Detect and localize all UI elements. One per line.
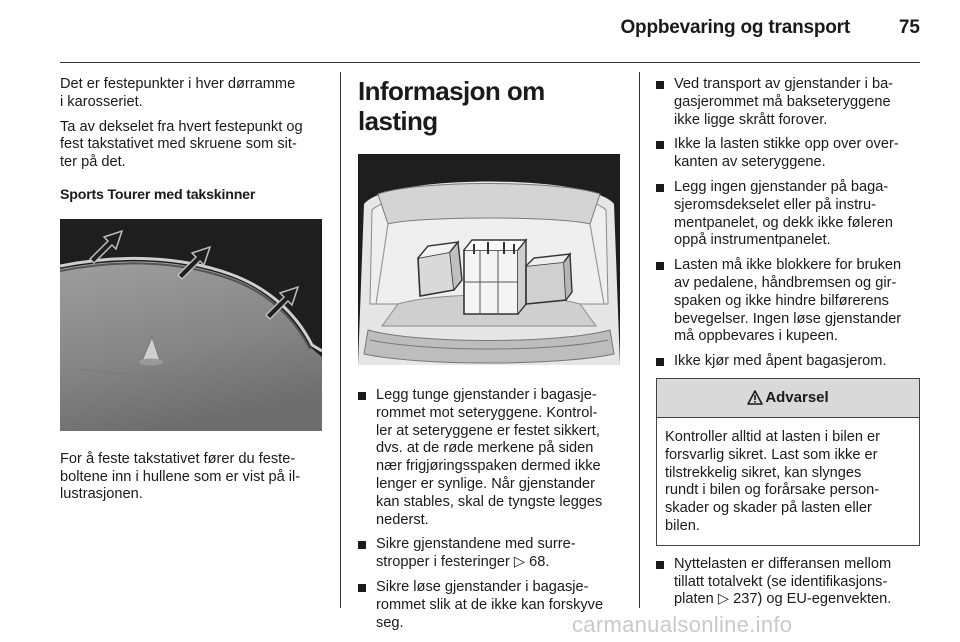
bullet-heavy-items [358,387,626,529]
bullet-square-icon [358,584,366,592]
text-line: tilstrekkelig sikret, kan slynges [665,464,862,481]
section-title: Informasjon om lasting [358,76,545,136]
text-line: ikke ligge skrått forover. [674,111,828,128]
text-line: Legg ingen gjenstander på baga- [674,178,889,195]
warning-body [657,418,919,545]
bullet-square-icon [358,392,366,400]
text-line: spaken og ikke hindre bilførerens [674,292,889,309]
text-line: forsvarlig sikret. Last som ikke er [665,446,878,463]
text-line: sjeromsdekselet eller på instru- [674,196,876,213]
bullet-seatbacks [656,76,924,129]
page-number: 75 [898,17,920,38]
header-divider [60,62,920,63]
text-line: Legg tunge gjenstander i bagasje- [376,387,597,403]
text-line: skader og skader på lasten eller [665,500,872,517]
text-line: Sikre løse gjenstander i bagasje- [376,578,589,595]
text-line: bevegelser. Ingen løse gjenstander [674,310,902,327]
column-1 [60,76,328,504]
text-line: nederst. [376,511,429,528]
warning-title: Advarsel [765,389,829,407]
text-line: Kontroller alltid at lasten i bilen er [665,428,880,445]
bullet-square-icon [656,358,664,366]
bullet-square-icon [656,561,664,569]
bullet-square-icon [656,141,664,149]
bullet-cover-panel [656,179,924,250]
text-line: boltene inn i hullene som er vist på il- [60,468,301,485]
bullet-lashing-straps [358,536,626,572]
page-reference-link[interactable]: stropper i festeringer ▷ 68. [376,554,550,571]
paragraph-door-frame [60,76,328,112]
warning-triangle-icon [747,390,763,405]
text-line: ter på det. [60,154,126,171]
text-line: rommet slik at de ikke kan forskyve [376,596,604,613]
column-3 [656,76,924,616]
text-line: dvs. at de røde merkene på siden [376,440,594,457]
text-line: rundt i bilen og forårsake person- [665,482,880,499]
bullet-pedals [656,257,924,346]
bullet-square-icon [656,262,664,270]
text-line: Det er festepunkter i hver dørramme [60,76,296,92]
text-line: Lasten må ikke blokkere for bruken [674,257,902,274]
watermark: carmanualsonline.info [572,612,793,637]
text-line: bilen. [665,517,700,534]
text-line: Ved transport av gjenstander i ba- [674,76,894,92]
text-line: gasjerommet må bakseteryggene [674,93,891,110]
text-line: lustrasjonen. [60,486,143,503]
bullet-open-trunk [656,353,924,371]
text-line: nær frigjøringsspaken dermed ikke [376,458,601,475]
text-line: Sikre gjenstandene med surre- [376,536,576,553]
column-2 [358,76,626,639]
column-divider-2 [639,72,640,608]
text-line: Ikke kjør med åpent bagasjerom. [674,353,887,370]
text-line: seg. [376,614,404,631]
bullet-square-icon [656,184,664,192]
text-line: av pedalene, håndbremsen og gir- [674,274,897,291]
bullet-square-icon [656,81,664,89]
roof-rail-figure [60,219,322,431]
paragraph-mount-roof-rack [60,451,328,504]
subheading-sports-tourer: Sports Tourer med takskinner [60,186,256,203]
bullet-payload [656,556,924,609]
column-divider-1 [340,72,341,608]
warning-header [657,379,919,418]
page-header-title: Oppbevaring og transport [620,17,850,38]
text-line: må oppbevares i kupeen. [674,328,838,345]
text-line: mentpanelet, og dekk ikke føleren [674,214,894,231]
text-line: oppå instrumentpanelet. [674,232,831,249]
text-line: kanten av seteryggene. [674,154,826,171]
text-line: ler at seteryggene er festet sikkert, [376,422,600,439]
text-line: For å feste takstativet fører du feste- [60,450,296,467]
text-line: rommet mot seteryggene. Kontrol- [376,404,598,421]
text-line: kan stables, skal de tyngste legges [376,493,603,510]
bullet-load-height [656,136,924,172]
text-line: lenger er synlige. Når gjenstander [376,475,596,492]
text-line: Ikke la lasten stikke opp over over- [674,136,899,153]
text-line: tillatt totalvekt (se identifikasjons- [674,573,888,590]
text-line: fest takstativet med skruene som sit- [60,136,297,153]
text-line: Nyttelasten er differansen mellom [674,555,892,572]
paragraph-remove-cover [60,119,328,172]
cargo-loading-figure [358,154,620,365]
bullet-square-icon [358,541,366,549]
warning-box [656,378,920,546]
page-reference-link[interactable]: platen ▷ 237) og EU-egenvekten. [674,591,892,608]
text-line: i karosseriet. [60,93,143,110]
text-line: Ta av dekselet fra hvert festepunkt og [60,118,303,135]
